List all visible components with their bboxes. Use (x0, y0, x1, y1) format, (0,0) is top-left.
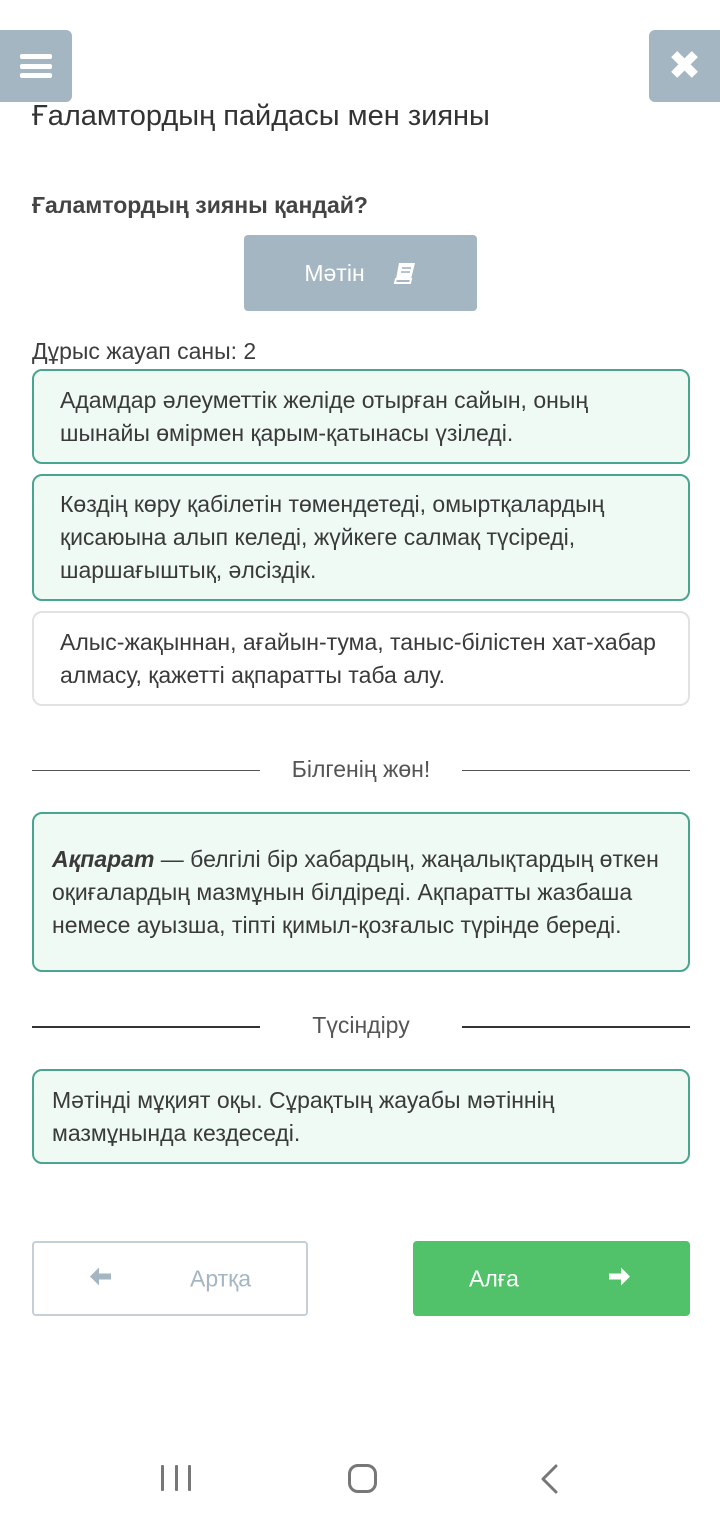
hamburger-icon (20, 54, 52, 78)
good-to-know-divider (32, 756, 690, 786)
book-icon (393, 262, 417, 284)
answer-text: Көздің көру қабілетін төмендетеді, омыртқалардың қисаюына алып келеді, жүйкеге салмақ түсіреді, шаршағыштық, әлсіздік. (60, 491, 605, 583)
question-text: Ғаламтордың зияны қандай? (32, 192, 368, 218)
correct-answer-count: Дұрыс жауап саны: 2 (32, 338, 257, 364)
explanation-heading: Түсіндіру (312, 1012, 410, 1038)
good-to-know-heading: Білгенің жөн! (291, 756, 431, 782)
good-to-know-box (32, 812, 690, 972)
answer-option-1[interactable] (32, 369, 690, 464)
back-button[interactable] (32, 1241, 308, 1316)
explanation-box (32, 1069, 690, 1164)
answer-text: Алыс-жақыннан, ағайын-тума, таныс-білістен хат-хабар алмасу, қажетті ақпаратты таба алу. (60, 628, 656, 688)
close-button[interactable] (649, 30, 720, 102)
close-icon: ✖ (667, 44, 702, 88)
arrow-right-icon (608, 1265, 632, 1292)
menu-button[interactable] (0, 30, 72, 102)
text-button[interactable] (244, 235, 477, 311)
recent-apps-icon[interactable] (161, 1465, 191, 1491)
back-nav-icon[interactable] (540, 1464, 560, 1499)
answer-text: Адамдар әлеуметтік желіде отырған сайын, оның шынайы өмірмен қарым-қатынасы үзіледі. (60, 386, 589, 446)
page-title: Ғаламтордың пайдасы мен зияны (32, 100, 490, 132)
explanation-divider (32, 1012, 690, 1042)
arrow-left-icon (88, 1265, 112, 1292)
next-button-label: Алға (469, 1265, 519, 1291)
system-navigation-bar (0, 1440, 720, 1520)
answer-option-2[interactable] (32, 474, 690, 601)
home-icon[interactable] (348, 1464, 377, 1493)
back-button-label: Артқа (190, 1265, 252, 1291)
explanation-text: Мәтінді мұқият оқы. Сұрақтың жауабы мәтіннің мазмұнында кездеседі. (52, 1086, 555, 1146)
next-button[interactable] (413, 1241, 690, 1316)
info-term: Ақпарат (52, 845, 155, 872)
text-button-label: Мәтін (304, 259, 365, 286)
info-text: — белгілі бір хабардың, жаңалықтардың өткен оқиғалардың мазмұнын білдіреді. Ақпаратты жазбаша немесе ауызша, тіпті қимыл-қозғалыс түрінде береді. (52, 845, 659, 938)
answer-option-3[interactable] (32, 611, 690, 706)
